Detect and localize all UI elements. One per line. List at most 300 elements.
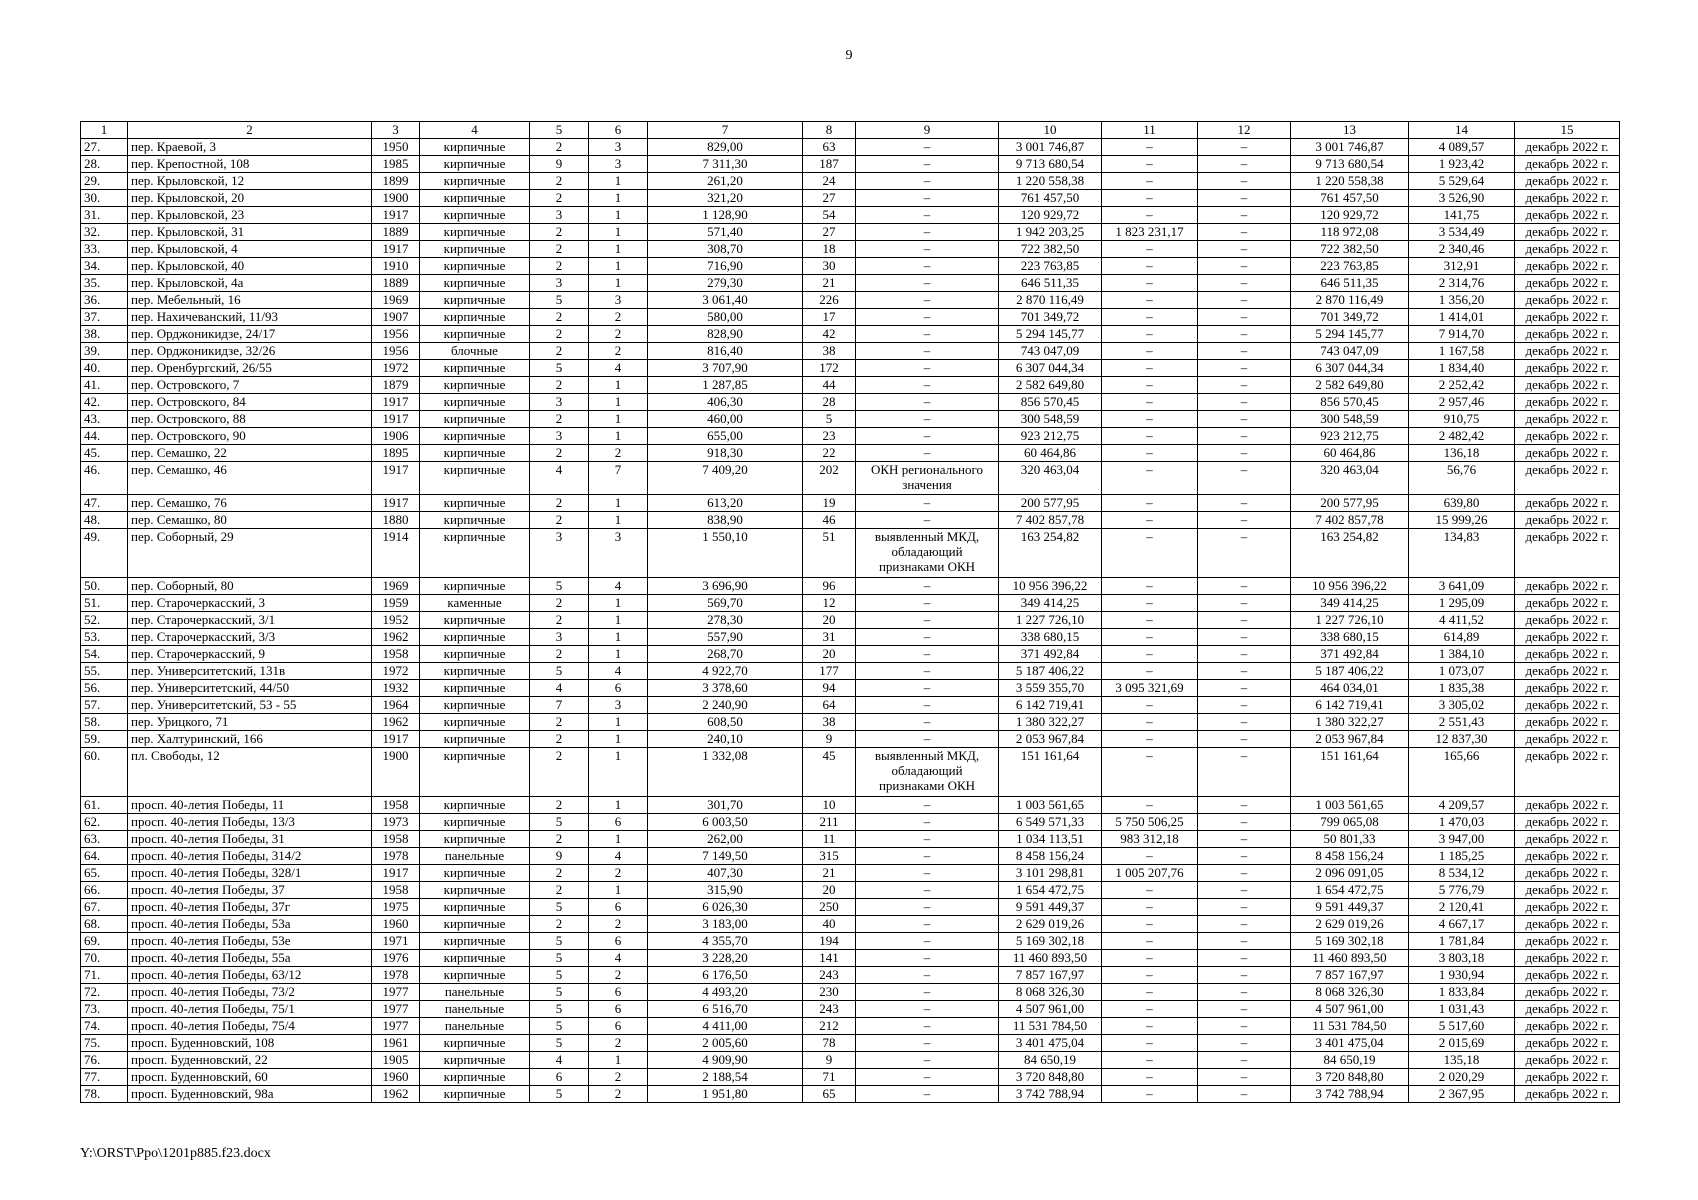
cell-entrances: 1	[589, 882, 648, 899]
cell-cost-col-11: –	[1102, 394, 1198, 411]
cell-address: просп. 40-летия Победы, 13/3	[128, 814, 372, 831]
cell-wall-material: кирпичные	[420, 916, 530, 933]
cell-completion-date: декабрь 2022 г.	[1515, 595, 1620, 612]
cell-residents: 20	[803, 646, 856, 663]
cell-completion-date: декабрь 2022 г.	[1515, 258, 1620, 275]
cell-entrances: 1	[589, 629, 648, 646]
cell-row-number: 40.	[81, 360, 128, 377]
cell-wall-material: кирпичные	[420, 394, 530, 411]
cell-cost-col-12: –	[1198, 512, 1291, 529]
cell-entrances: 1	[589, 512, 648, 529]
cell-total-cost: 1 942 203,25	[999, 224, 1102, 241]
cell-entrances: 4	[589, 663, 648, 680]
cell-cost-col-12: –	[1198, 629, 1291, 646]
cell-completion-date: декабрь 2022 г.	[1515, 512, 1620, 529]
cell-wall-material: панельные	[420, 1018, 530, 1035]
cell-total-area: 655,00	[648, 428, 803, 445]
cell-heritage-status: –	[856, 1069, 999, 1086]
cell-cost-col-12: –	[1198, 428, 1291, 445]
cell-floors: 2	[530, 309, 589, 326]
cell-entrances: 6	[589, 984, 648, 1001]
cell-total-cost: 923 212,75	[999, 428, 1102, 445]
register-table	[80, 121, 1620, 1103]
table-row	[81, 831, 1620, 848]
cell-cost-col-13: 320 463,04	[1291, 462, 1409, 495]
cell-total-cost: 60 464,86	[999, 445, 1102, 462]
cell-entrances: 1	[589, 595, 648, 612]
cell-cost-col-12: –	[1198, 731, 1291, 748]
cell-heritage-status: –	[856, 377, 999, 394]
cell-total-area: 262,00	[648, 831, 803, 848]
cell-specific-cost: 1 923,42	[1409, 156, 1515, 173]
cell-build-year: 1959	[372, 595, 420, 612]
cell-cost-col-11: –	[1102, 207, 1198, 224]
cell-cost-col-12: –	[1198, 139, 1291, 156]
cell-cost-col-11: –	[1102, 1086, 1198, 1103]
cell-address: пер. Старочеркасский, 3/3	[128, 629, 372, 646]
cell-total-cost: 300 548,59	[999, 411, 1102, 428]
cell-residents: 45	[803, 748, 856, 797]
cell-build-year: 1917	[372, 462, 420, 495]
cell-cost-col-13: 7 402 857,78	[1291, 512, 1409, 529]
cell-build-year: 1917	[372, 495, 420, 512]
cell-cost-col-12: –	[1198, 1018, 1291, 1035]
cell-cost-col-12: –	[1198, 950, 1291, 967]
cell-total-cost: 5 294 145,77	[999, 326, 1102, 343]
cell-wall-material: кирпичные	[420, 411, 530, 428]
cell-floors: 4	[530, 680, 589, 697]
cell-build-year: 1914	[372, 529, 420, 578]
cell-entrances: 1	[589, 731, 648, 748]
cell-floors: 3	[530, 394, 589, 411]
cell-specific-cost: 1 470,03	[1409, 814, 1515, 831]
cell-cost-col-13: 2 629 019,26	[1291, 916, 1409, 933]
cell-wall-material: кирпичные	[420, 190, 530, 207]
cell-cost-col-13: 3 401 475,04	[1291, 1035, 1409, 1052]
cell-floors: 2	[530, 377, 589, 394]
cell-floors: 9	[530, 848, 589, 865]
cell-address: просп. 40-летия Победы, 63/12	[128, 967, 372, 984]
cell-cost-col-11: –	[1102, 495, 1198, 512]
column-header: 8	[803, 122, 856, 139]
cell-cost-col-11: –	[1102, 139, 1198, 156]
cell-row-number: 76.	[81, 1052, 128, 1069]
cell-address: пер. Крепостной, 108	[128, 156, 372, 173]
cell-cost-col-13: 856 570,45	[1291, 394, 1409, 411]
cell-floors: 5	[530, 663, 589, 680]
table-row	[81, 190, 1620, 207]
cell-row-number: 30.	[81, 190, 128, 207]
cell-cost-col-12: –	[1198, 680, 1291, 697]
cell-specific-cost: 56,76	[1409, 462, 1515, 495]
cell-completion-date: декабрь 2022 г.	[1515, 1035, 1620, 1052]
cell-wall-material: кирпичные	[420, 629, 530, 646]
table-row	[81, 950, 1620, 967]
cell-total-area: 261,20	[648, 173, 803, 190]
cell-residents: 51	[803, 529, 856, 578]
cell-total-cost: 761 457,50	[999, 190, 1102, 207]
table-row	[81, 629, 1620, 646]
cell-cost-col-13: 5 294 145,77	[1291, 326, 1409, 343]
cell-entrances: 3	[589, 139, 648, 156]
cell-cost-col-12: –	[1198, 865, 1291, 882]
cell-heritage-status: выявленный МКД, обладающий признаками ОКН	[856, 748, 999, 797]
cell-total-cost: 10 956 396,22	[999, 578, 1102, 595]
cell-completion-date: декабрь 2022 г.	[1515, 950, 1620, 967]
cell-build-year: 1917	[372, 411, 420, 428]
cell-total-cost: 1 220 558,38	[999, 173, 1102, 190]
cell-residents: 141	[803, 950, 856, 967]
cell-heritage-status: –	[856, 241, 999, 258]
cell-cost-col-11: 1 005 207,76	[1102, 865, 1198, 882]
cell-row-number: 74.	[81, 1018, 128, 1035]
cell-build-year: 1956	[372, 326, 420, 343]
cell-completion-date: декабрь 2022 г.	[1515, 309, 1620, 326]
cell-cost-col-11: –	[1102, 1018, 1198, 1035]
cell-completion-date: декабрь 2022 г.	[1515, 428, 1620, 445]
cell-row-number: 77.	[81, 1069, 128, 1086]
cell-completion-date: декабрь 2022 г.	[1515, 360, 1620, 377]
cell-total-cost: 1 380 322,27	[999, 714, 1102, 731]
cell-total-area: 279,30	[648, 275, 803, 292]
cell-residents: 96	[803, 578, 856, 595]
cell-specific-cost: 2 482,42	[1409, 428, 1515, 445]
cell-cost-col-12: –	[1198, 241, 1291, 258]
cell-address: просп. 40-летия Победы, 55а	[128, 950, 372, 967]
cell-specific-cost: 5 517,60	[1409, 1018, 1515, 1035]
cell-heritage-status: –	[856, 292, 999, 309]
cell-cost-col-11: –	[1102, 984, 1198, 1001]
cell-wall-material: кирпичные	[420, 292, 530, 309]
cell-entrances: 1	[589, 1052, 648, 1069]
cell-total-cost: 722 382,50	[999, 241, 1102, 258]
cell-residents: 38	[803, 343, 856, 360]
cell-completion-date: декабрь 2022 г.	[1515, 190, 1620, 207]
cell-completion-date: декабрь 2022 г.	[1515, 292, 1620, 309]
cell-address: просп. 40-летия Победы, 75/1	[128, 1001, 372, 1018]
cell-specific-cost: 3 534,49	[1409, 224, 1515, 241]
cell-specific-cost: 2 020,29	[1409, 1069, 1515, 1086]
cell-cost-col-11: –	[1102, 1001, 1198, 1018]
cell-cost-col-13: 464 034,01	[1291, 680, 1409, 697]
cell-entrances: 2	[589, 916, 648, 933]
cell-entrances: 1	[589, 411, 648, 428]
cell-cost-col-12: –	[1198, 831, 1291, 848]
table-row	[81, 731, 1620, 748]
cell-completion-date: декабрь 2022 г.	[1515, 156, 1620, 173]
cell-cost-col-13: 8 458 156,24	[1291, 848, 1409, 865]
cell-address: пл. Свободы, 12	[128, 748, 372, 797]
cell-cost-col-13: 3 720 848,80	[1291, 1069, 1409, 1086]
cell-cost-col-12: –	[1198, 156, 1291, 173]
cell-cost-col-11: –	[1102, 916, 1198, 933]
cell-heritage-status: –	[856, 731, 999, 748]
cell-row-number: 38.	[81, 326, 128, 343]
cell-cost-col-12: –	[1198, 326, 1291, 343]
cell-address: пер. Островского, 90	[128, 428, 372, 445]
cell-cost-col-13: 338 680,15	[1291, 629, 1409, 646]
cell-row-number: 66.	[81, 882, 128, 899]
cell-specific-cost: 1 930,94	[1409, 967, 1515, 984]
cell-entrances: 2	[589, 309, 648, 326]
cell-total-cost: 856 570,45	[999, 394, 1102, 411]
cell-cost-col-12: –	[1198, 697, 1291, 714]
cell-build-year: 1958	[372, 882, 420, 899]
cell-residents: 211	[803, 814, 856, 831]
column-header: 13	[1291, 122, 1409, 139]
cell-cost-col-12: –	[1198, 1035, 1291, 1052]
cell-heritage-status: –	[856, 428, 999, 445]
cell-build-year: 1972	[372, 663, 420, 680]
cell-cost-col-12: –	[1198, 899, 1291, 916]
cell-specific-cost: 1 185,25	[1409, 848, 1515, 865]
cell-row-number: 58.	[81, 714, 128, 731]
cell-specific-cost: 2 340,46	[1409, 241, 1515, 258]
cell-build-year: 1977	[372, 1018, 420, 1035]
cell-heritage-status: –	[856, 595, 999, 612]
cell-heritage-status: –	[856, 156, 999, 173]
cell-entrances: 2	[589, 1035, 648, 1052]
cell-entrances: 2	[589, 1086, 648, 1103]
cell-entrances: 2	[589, 967, 648, 984]
cell-heritage-status: –	[856, 1018, 999, 1035]
cell-entrances: 2	[589, 1069, 648, 1086]
cell-address: просп. 40-летия Победы, 31	[128, 831, 372, 848]
cell-cost-col-13: 1 003 561,65	[1291, 797, 1409, 814]
cell-specific-cost: 1 295,09	[1409, 595, 1515, 612]
cell-total-area: 569,70	[648, 595, 803, 612]
cell-row-number: 68.	[81, 916, 128, 933]
cell-address: пер. Университетский, 53 - 55	[128, 697, 372, 714]
cell-total-cost: 5 187 406,22	[999, 663, 1102, 680]
cell-address: просп. 40-летия Победы, 37	[128, 882, 372, 899]
cell-completion-date: декабрь 2022 г.	[1515, 646, 1620, 663]
cell-specific-cost: 1 167,58	[1409, 343, 1515, 360]
cell-cost-col-11: –	[1102, 343, 1198, 360]
cell-heritage-status: –	[856, 1035, 999, 1052]
cell-total-cost: 1 227 726,10	[999, 612, 1102, 629]
cell-total-cost: 2 053 967,84	[999, 731, 1102, 748]
table-row	[81, 984, 1620, 1001]
cell-specific-cost: 1 834,40	[1409, 360, 1515, 377]
cell-address: просп. 40-летия Победы, 53а	[128, 916, 372, 933]
cell-specific-cost: 2 120,41	[1409, 899, 1515, 916]
cell-completion-date: декабрь 2022 г.	[1515, 680, 1620, 697]
cell-floors: 7	[530, 697, 589, 714]
cell-floors: 2	[530, 831, 589, 848]
cell-residents: 243	[803, 967, 856, 984]
cell-total-cost: 701 349,72	[999, 309, 1102, 326]
cell-wall-material: кирпичные	[420, 697, 530, 714]
cell-cost-col-11: –	[1102, 646, 1198, 663]
cell-specific-cost: 4 411,52	[1409, 612, 1515, 629]
cell-cost-col-13: 1 380 322,27	[1291, 714, 1409, 731]
cell-residents: 250	[803, 899, 856, 916]
cell-entrances: 1	[589, 258, 648, 275]
cell-cost-col-12: –	[1198, 714, 1291, 731]
cell-wall-material: кирпичные	[420, 950, 530, 967]
cell-heritage-status: –	[856, 612, 999, 629]
table-body	[81, 139, 1620, 1103]
cell-build-year: 1932	[372, 680, 420, 697]
cell-address: пер. Орджоникидзе, 32/26	[128, 343, 372, 360]
cell-completion-date: декабрь 2022 г.	[1515, 1069, 1620, 1086]
table-row	[81, 156, 1620, 173]
cell-completion-date: декабрь 2022 г.	[1515, 529, 1620, 578]
cell-cost-col-13: 8 068 326,30	[1291, 984, 1409, 1001]
cell-entrances: 4	[589, 848, 648, 865]
cell-completion-date: декабрь 2022 г.	[1515, 663, 1620, 680]
cell-build-year: 1962	[372, 629, 420, 646]
cell-floors: 5	[530, 950, 589, 967]
cell-entrances: 1	[589, 748, 648, 797]
cell-floors: 2	[530, 224, 589, 241]
cell-total-cost: 3 001 746,87	[999, 139, 1102, 156]
table-row	[81, 797, 1620, 814]
cell-specific-cost: 135,18	[1409, 1052, 1515, 1069]
cell-build-year: 1978	[372, 967, 420, 984]
cell-cost-col-13: 3 742 788,94	[1291, 1086, 1409, 1103]
cell-wall-material: кирпичные	[420, 714, 530, 731]
cell-completion-date: декабрь 2022 г.	[1515, 578, 1620, 595]
cell-completion-date: декабрь 2022 г.	[1515, 714, 1620, 731]
cell-total-cost: 2 629 019,26	[999, 916, 1102, 933]
cell-entrances: 6	[589, 1001, 648, 1018]
cell-residents: 20	[803, 612, 856, 629]
cell-wall-material: кирпичные	[420, 578, 530, 595]
cell-cost-col-13: 6 142 719,41	[1291, 697, 1409, 714]
cell-heritage-status: –	[856, 1086, 999, 1103]
cell-entrances: 1	[589, 377, 648, 394]
cell-entrances: 6	[589, 933, 648, 950]
cell-completion-date: декабрь 2022 г.	[1515, 848, 1620, 865]
cell-total-area: 4 411,00	[648, 1018, 803, 1035]
cell-wall-material: кирпичные	[420, 1069, 530, 1086]
cell-cost-col-12: –	[1198, 207, 1291, 224]
cell-heritage-status: –	[856, 190, 999, 207]
cell-address: пер. Семашко, 22	[128, 445, 372, 462]
cell-floors: 2	[530, 326, 589, 343]
cell-total-cost: 200 577,95	[999, 495, 1102, 512]
cell-floors: 9	[530, 156, 589, 173]
cell-total-cost: 743 047,09	[999, 343, 1102, 360]
cell-specific-cost: 3 526,90	[1409, 190, 1515, 207]
cell-address: пер. Старочеркасский, 3/1	[128, 612, 372, 629]
cell-cost-col-11: –	[1102, 512, 1198, 529]
cell-cost-col-11: –	[1102, 697, 1198, 714]
cell-total-area: 6 026,30	[648, 899, 803, 916]
cell-cost-col-12: –	[1198, 578, 1291, 595]
cell-total-cost: 371 492,84	[999, 646, 1102, 663]
cell-completion-date: декабрь 2022 г.	[1515, 984, 1620, 1001]
cell-cost-col-13: 349 414,25	[1291, 595, 1409, 612]
cell-floors: 2	[530, 748, 589, 797]
cell-residents: 44	[803, 377, 856, 394]
cell-total-area: 4 922,70	[648, 663, 803, 680]
cell-wall-material: кирпичные	[420, 1035, 530, 1052]
cell-residents: 172	[803, 360, 856, 377]
cell-total-area: 315,90	[648, 882, 803, 899]
cell-address: пер. Нахичеванский, 11/93	[128, 309, 372, 326]
cell-row-number: 54.	[81, 646, 128, 663]
cell-cost-col-11: –	[1102, 629, 1198, 646]
cell-cost-col-13: 50 801,33	[1291, 831, 1409, 848]
cell-cost-col-13: 1 654 472,75	[1291, 882, 1409, 899]
cell-cost-col-13: 646 511,35	[1291, 275, 1409, 292]
cell-wall-material: кирпичные	[420, 882, 530, 899]
cell-specific-cost: 1 835,38	[1409, 680, 1515, 697]
cell-build-year: 1978	[372, 848, 420, 865]
cell-total-area: 1 332,08	[648, 748, 803, 797]
table-row	[81, 411, 1620, 428]
cell-floors: 5	[530, 1086, 589, 1103]
cell-specific-cost: 1 073,07	[1409, 663, 1515, 680]
cell-cost-col-13: 120 929,72	[1291, 207, 1409, 224]
cell-completion-date: декабрь 2022 г.	[1515, 495, 1620, 512]
cell-total-cost: 1 654 472,75	[999, 882, 1102, 899]
table-row	[81, 578, 1620, 595]
cell-build-year: 1969	[372, 292, 420, 309]
cell-cost-col-12: –	[1198, 292, 1291, 309]
cell-cost-col-13: 799 065,08	[1291, 814, 1409, 831]
cell-residents: 11	[803, 831, 856, 848]
cell-heritage-status: –	[856, 814, 999, 831]
cell-cost-col-12: –	[1198, 1086, 1291, 1103]
cell-row-number: 48.	[81, 512, 128, 529]
cell-total-area: 321,20	[648, 190, 803, 207]
cell-build-year: 1917	[372, 241, 420, 258]
cell-total-cost: 84 650,19	[999, 1052, 1102, 1069]
cell-cost-col-12: –	[1198, 495, 1291, 512]
cell-total-cost: 151 161,64	[999, 748, 1102, 797]
cell-total-cost: 338 680,15	[999, 629, 1102, 646]
cell-cost-col-11: –	[1102, 309, 1198, 326]
cell-total-area: 406,30	[648, 394, 803, 411]
cell-cost-col-11: –	[1102, 190, 1198, 207]
cell-row-number: 28.	[81, 156, 128, 173]
cell-cost-col-13: 9 713 680,54	[1291, 156, 1409, 173]
cell-residents: 24	[803, 173, 856, 190]
cell-residents: 42	[803, 326, 856, 343]
table-row	[81, 462, 1620, 495]
cell-total-area: 2 005,60	[648, 1035, 803, 1052]
cell-row-number: 55.	[81, 663, 128, 680]
cell-wall-material: кирпичные	[420, 748, 530, 797]
cell-heritage-status: –	[856, 360, 999, 377]
cell-build-year: 1917	[372, 394, 420, 411]
cell-cost-col-11: –	[1102, 360, 1198, 377]
table-row	[81, 360, 1620, 377]
cell-residents: 78	[803, 1035, 856, 1052]
cell-cost-col-11: –	[1102, 258, 1198, 275]
cell-cost-col-12: –	[1198, 529, 1291, 578]
cell-heritage-status: –	[856, 495, 999, 512]
cell-heritage-status: –	[856, 326, 999, 343]
cell-completion-date: декабрь 2022 г.	[1515, 275, 1620, 292]
column-header: 15	[1515, 122, 1620, 139]
cell-total-area: 828,90	[648, 326, 803, 343]
cell-specific-cost: 2 367,95	[1409, 1086, 1515, 1103]
cell-floors: 5	[530, 1035, 589, 1052]
cell-cost-col-13: 743 047,09	[1291, 343, 1409, 360]
cell-build-year: 1889	[372, 224, 420, 241]
cell-floors: 5	[530, 933, 589, 950]
cell-build-year: 1895	[372, 445, 420, 462]
cell-row-number: 50.	[81, 578, 128, 595]
cell-cost-col-13: 2 096 091,05	[1291, 865, 1409, 882]
cell-cost-col-12: –	[1198, 411, 1291, 428]
cell-cost-col-11: –	[1102, 411, 1198, 428]
